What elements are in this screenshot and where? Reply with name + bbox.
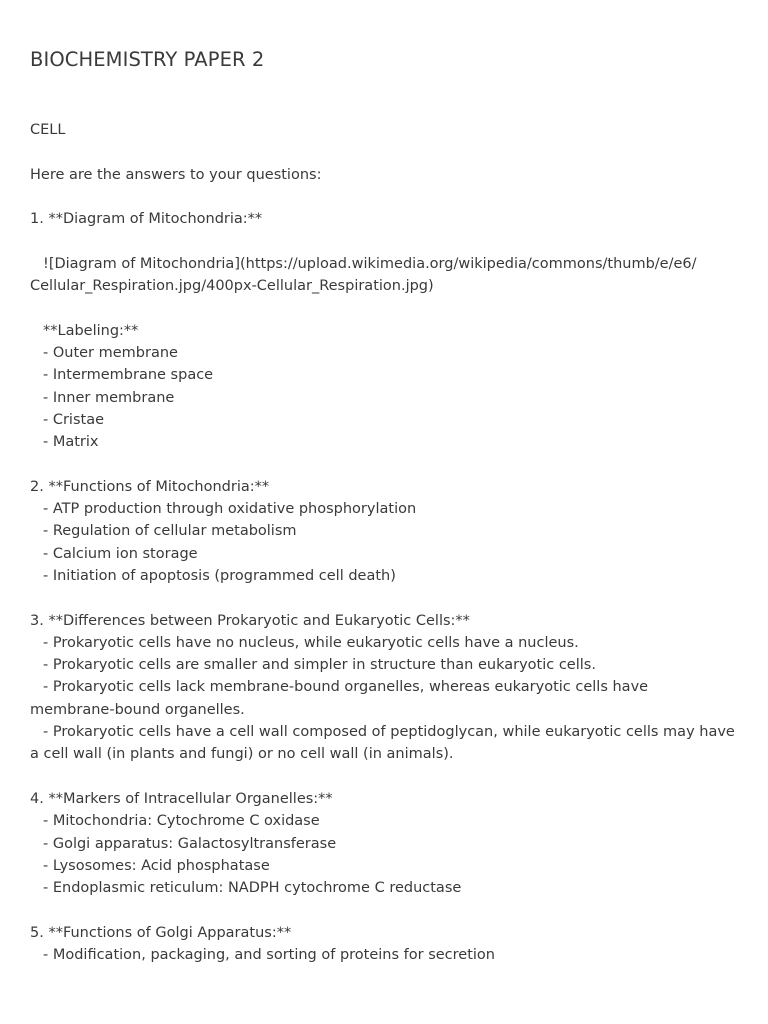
image-markdown-line-2: Cellular_Respiration.jpg/400px-Cellular_Respiration.jpg) [30, 278, 434, 295]
list-item: - Outer membrane [43, 344, 178, 361]
blank-line [30, 186, 738, 208]
question-4-heading: 4. **Markers of Intracellular Organelles:** [30, 790, 333, 807]
intro-text: Here are the answers to your questions: [30, 166, 322, 183]
list-item: - Regulation of cellular metabolism [43, 523, 297, 540]
list-item: - Prokaryotic cells lack membrane-bound organelles, whereas eukaryotic cells have [43, 679, 649, 696]
image-markdown-line-1: ![Diagram of Mitochondria](https://upload.wikimedia.org/wikipedia/commons/thumb/e/e6/ [43, 255, 697, 272]
list-item: - Lysosomes: Acid phosphatase [43, 857, 270, 874]
list-item: - Modification, packaging, and sorting of proteins for secretion [43, 946, 495, 963]
section-heading: CELL [30, 122, 66, 138]
list-item: - Calcium ion storage [43, 545, 198, 562]
list-item: - Intermembrane space [43, 367, 214, 384]
list-item: - Prokaryotic cells are smaller and simpler in structure than eukaryotic cells. [43, 657, 596, 674]
blank-line [30, 297, 738, 319]
list-item: - Matrix [43, 434, 99, 451]
question-1-heading: 1. **Diagram of Mitochondria:** [30, 211, 263, 228]
blank-line [30, 899, 738, 921]
question-3-heading: 3. **Differences between Prokaryotic and Eukaryotic Cells:** [30, 612, 470, 629]
blank-line [30, 766, 738, 788]
list-item: - Inner membrane [43, 389, 175, 406]
list-item-continuation: membrane-bound organelles. [30, 701, 245, 718]
question-5-heading: 5. **Functions of Golgi Apparatus:** [30, 924, 292, 941]
blank-line [30, 453, 738, 475]
list-item: - Prokaryotic cells have a cell wall composed of peptidoglycan, while eukaryotic cells may have [43, 724, 735, 741]
list-item: - Prokaryotic cells have no nucleus, while eukaryotic cells have a nucleus. [43, 634, 579, 651]
list-item: - Cristae [43, 411, 105, 428]
list-item: - Golgi apparatus: Galactosyltransferase [43, 835, 337, 852]
labeling-heading: **Labeling:** [43, 322, 139, 339]
document-title: BIOCHEMISTRY PAPER 2 [30, 48, 265, 71]
document-body [30, 119, 738, 966]
list-item: - Endoplasmic reticulum: NADPH cytochrome C reductase [43, 880, 462, 897]
list-item: - ATP production through oxidative phosphorylation [43, 501, 417, 518]
blank-line [30, 587, 738, 609]
blank-line [30, 141, 738, 163]
question-2-heading: 2. **Functions of Mitochondria:** [30, 478, 270, 495]
list-item: - Mitochondria: Cytochrome C oxidase [43, 813, 320, 830]
blank-line [30, 230, 738, 252]
list-item: - Initiation of apoptosis (programmed cell death) [43, 567, 396, 584]
list-item-continuation: a cell wall (in plants and fungi) or no cell wall (in animals). [30, 746, 454, 763]
